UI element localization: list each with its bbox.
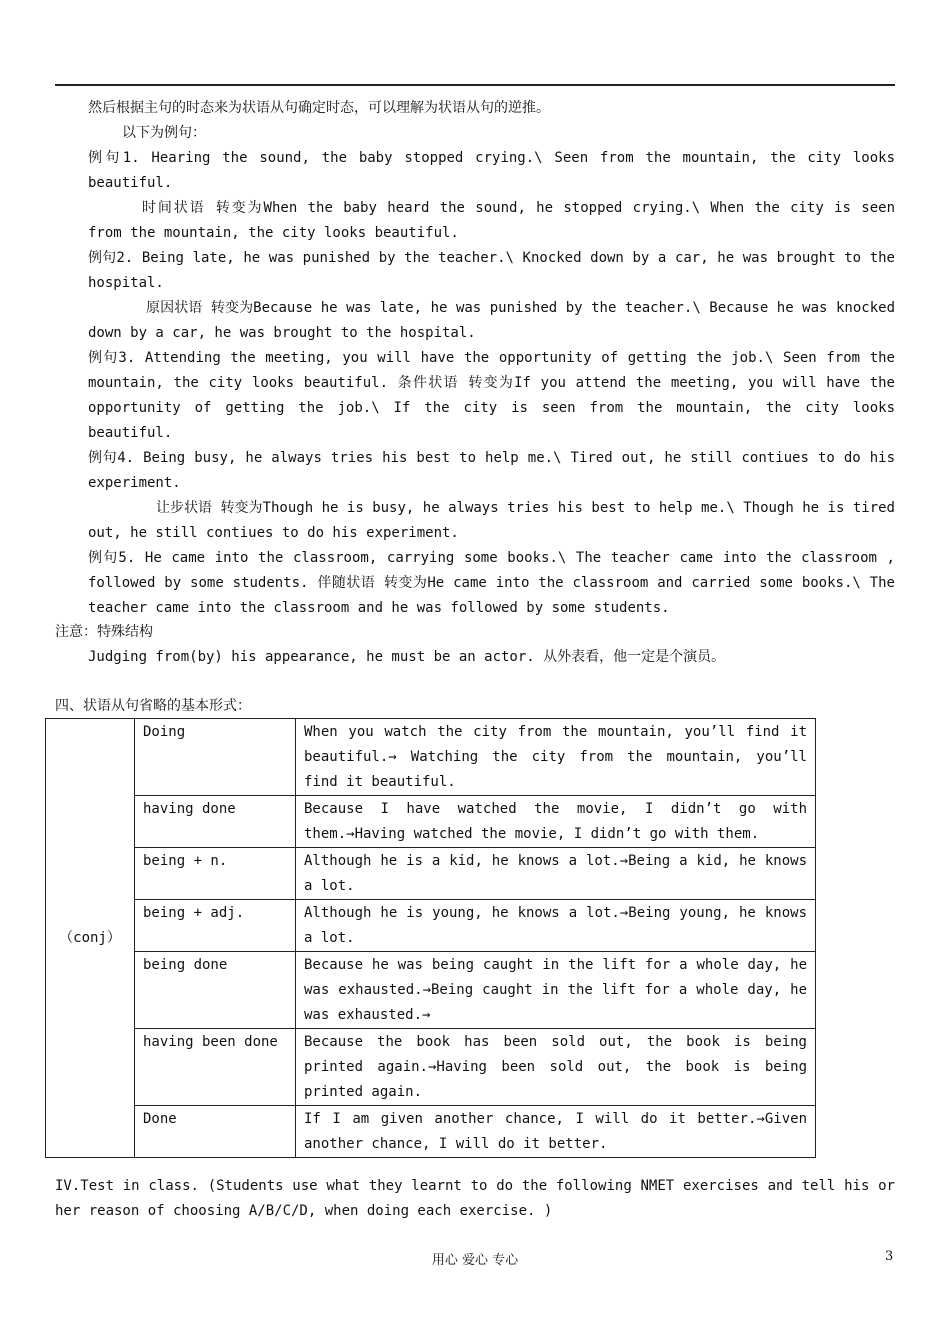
table-row (46, 1106, 816, 1158)
section-4-heading: 四、状语从句省略的基本形式： (55, 698, 251, 714)
example-cell: If I am given another chance, I will do it better.→Given another chance, I will do it better. (296, 1106, 816, 1158)
footer-motto: 用心 爱心 专心 (431, 1253, 519, 1268)
form-cell: being + n. (135, 848, 296, 900)
example-1-transform: 时间状语 转变为When the baby heard the sound, he stopped crying.\ When the city is seen from the mountain, the city looks beautiful. (88, 200, 895, 241)
example-cell: Although he is a kid, he knows a lot.→Being a kid, he knows a lot. (296, 848, 816, 900)
note-title: 注意：特殊结构 (55, 624, 153, 640)
example-5-sentence: 例句5. He came into the classroom, carrying some books.\ The teacher came into the classroom , followed by some students. 伴随状语 转变为He came into the classroom and carried some books.\ The teacher came into the classroom and he was followed by some students. (88, 550, 895, 616)
example-cell: Because the book has been sold out, the book is being printed again.→Having been sold out, the book is being printed again. (296, 1029, 816, 1106)
intro-line-1: 然后根据主句的时态来为状语从句确定时态，可以理解为状语从句的逆推。 (88, 100, 550, 116)
header-rule (55, 84, 895, 86)
form-cell: Doing (135, 719, 296, 796)
example-4-transform: 让步状语 转变为Though he is busy, he always tries his best to help me.\ Though he is tired out, he still contiues to do his experiment. (88, 500, 895, 541)
table-row (46, 848, 816, 900)
table-row (46, 796, 816, 848)
example-1-sentence: 例句1. Hearing the sound, the baby stopped crying.\ Seen from the mountain, the city looks beautiful. (88, 150, 895, 191)
form-cell: Done (135, 1106, 296, 1158)
example-cell: When you watch the city from the mountain, you’ll find it beautiful.→ Watching the city from the mountain, you’ll find it beautiful. (296, 719, 816, 796)
example-2-transform: 原因状语 转变为Because he was late, he was punished by the teacher.\ Because he was knocked down by a car, he was brought to the hospital. (88, 300, 895, 341)
test-in-class: IV.Test in class. (Students use what they learnt to do the following NMET exercises and tell his or her reason of choosing A/B/C/D, when doing each exercise. ) (55, 1178, 895, 1219)
example-cell: Although he is young, he knows a lot.→Being young, he knows a lot. (296, 900, 816, 952)
form-cell: having done (135, 796, 296, 848)
example-4-sentence: 例句4. Being busy, he always tries his best to help me.\ Tired out, he still contiues to do his experiment. (88, 450, 895, 491)
example-cell: Because he was being caught in the lift for a whole day, he was exhausted.→Being caught in the lift for a whole day, he was exhausted.→ (296, 952, 816, 1029)
form-cell: being done (135, 952, 296, 1029)
intro-line-2: 以下为例句： (122, 125, 206, 141)
page-number: 3 (885, 1249, 894, 1264)
example-2-sentence: 例句2. Being late, he was punished by the teacher.\ Knocked down by a car, he was brought to the hospital. (88, 250, 895, 291)
table-row (46, 952, 816, 1029)
example-3-sentence: 例句3. Attending the meeting, you will have the opportunity of getting the job.\ Seen from the mountain, the city looks beautiful. 条件状语 转变为If you attend the meeting, you will have the opportunity of getting the job.\ If the city is seen from the mountain, the city looks beautiful. (88, 350, 895, 441)
table-row (46, 719, 816, 796)
ellipsis-forms-table (45, 718, 816, 1158)
example-cell: Because I have watched the movie, I didn’t go with them.→Having watched the movie, I didn’t go with them. (296, 796, 816, 848)
conj-label: （conj） (46, 719, 135, 1158)
note-text: Judging from(by) his appearance, he must be an actor. 从外表看，他一定是个演员。 (88, 649, 726, 665)
table-row (46, 1029, 816, 1106)
form-cell: being + adj. (135, 900, 296, 952)
form-cell: having been done (135, 1029, 296, 1106)
table-row (46, 900, 816, 952)
